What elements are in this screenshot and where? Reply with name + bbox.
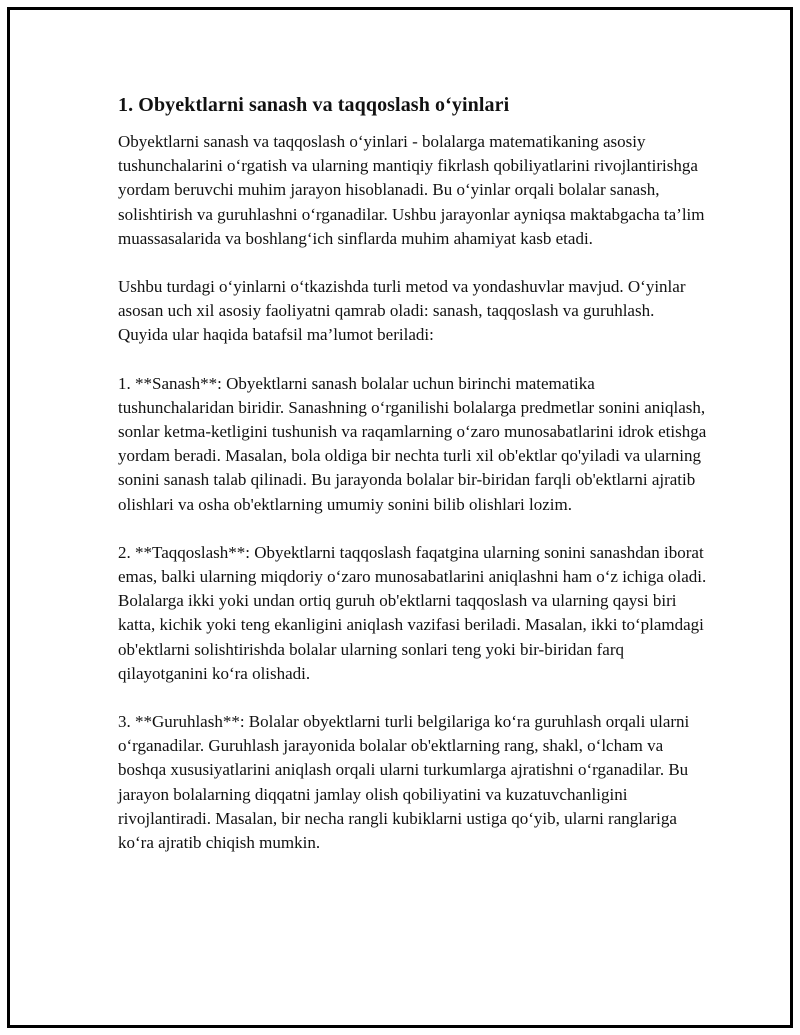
- paragraph-intro: Obyektlarni sanash va taqqoslash o‘yinlari - bolalarga matematikaning asosiy tushunchalarini o‘rgatish va ularning mantiqiy fikrlash qobiliyatlarini rivojlantirishga yordam beruvchi muhim jarayon hisoblanadi. Bu o‘yinlar orqali bolalar sanash, solishtirish va guruhlashni o‘rganadilar. Ushbu jarayonlar ayniqsa maktabgacha ta’lim muassasalarida va boshlang‘ich sinflarda muhim ahamiyat kasb etadi.: [118, 132, 705, 248]
- paragraph-counting: 1. **Sanash**: Obyektlarni sanash bolalar uchun birinchi matematika tushunchalaridan biridir. Sanashning o‘rganilishi bolalarga predmetlar sonini aniqlash, sonlar ketma-ketligini tushunish va raqamlarning o‘zaro munosabatlarini idrok etishga yordam beradi. Masalan, bola oldiga bir nechta turli xil ob'ektlar qo'yiladi va ularning sonini sanash talab qilinadi. Bu jarayonda bolalar bir-biridan farqli ob'ektlarni ajratib olishlari va osha ob'ektlarning umumiy sonini bilib olishlari lozim.: [118, 373, 707, 514]
- section-heading: 1. Obyektlarni sanash va taqqoslash o‘yinlari: [118, 94, 510, 116]
- paragraph-methods: Ushbu turdagi o‘yinlarni o‘tkazishda turli metod va yondashuvlar mavjud. O‘yinlar asosan uch xil asosiy faoliyatni qamrab oladi: sanash, taqqoslash va guruhlash. Quyida ular haqida batafsil ma’lumot beriladi:: [118, 277, 686, 345]
- paragraph-grouping: 3. **Guruhlash**: Bolalar obyektlarni turli belgilariga ko‘ra guruhlash orqali ularni o‘rganadilar. Guruhlash jarayonida bolalar ob'ektlarning rang, shakl, o‘lcham va boshqa xususiyatlarini aniqlash orqali ularni turkumlarga ajratishni o‘rganadilar. Bu jarayon bolalarning diqqatni jamlay olish qobiliyatini va kuzatuvchanligini rivojlantiradi. Masalan, bir necha rangli kubiklarni ustiga qo‘yib, ularni ranglariga ko‘ra ajratib chiqish mumkin.: [118, 712, 690, 853]
- document-body: [118, 92, 708, 879]
- paragraph-comparing: 2. **Taqqoslash**: Obyektlarni taqqoslash faqatgina ularning sonini sanashdan iborat emas, balki ularning miqdoriy o‘zaro munosabatlarini aniqlashni ham o‘z ichiga oladi. Bolalarga ikki yoki undan ortiq guruh ob'ektlarni taqqoslash va ularning qaysi biri katta, kichik yoki teng ekanligini aniqlash vazifasi beriladi. Masalan, ikki to‘plamdagi ob'ektlarni solishtirishda bolalar ularning sonlari teng yoki bir-biridan farq qilayotganini ko‘ra olishadi.: [118, 542, 707, 683]
